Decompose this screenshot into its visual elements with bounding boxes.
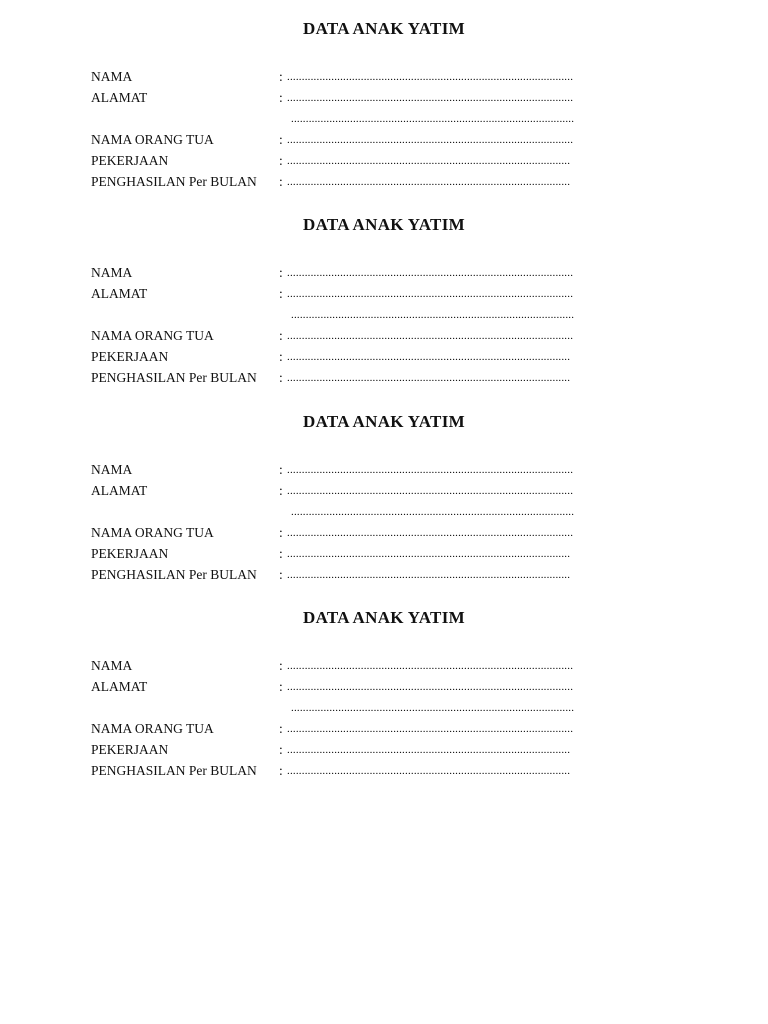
field-separator: : [279,370,283,385]
field-penghasilan [91,368,691,388]
field-separator: : [279,658,283,673]
field-separator: : [279,462,283,477]
field-alamat-continuation [91,698,691,718]
section-title: DATA ANAK YATIM [303,608,465,627]
field-label: PENGHASILAN Per BULAN [91,567,257,582]
field-alamat-continuation [91,305,691,325]
field-separator: : [279,153,283,168]
blank-line: ................................................................................................. [287,660,574,672]
field-separator: : [279,174,283,189]
blank-line: ................................................................................................. [287,330,574,342]
blank-line: ................................................................................................ [291,702,575,714]
field-nama-orang-tua [91,326,691,346]
blank-line: ................................................................................................ [287,569,571,581]
blank-line: ................................................................................................. [287,267,574,279]
field-alamat-continuation [91,502,691,522]
field-nama [91,656,691,676]
field-label: PENGHASILAN Per BULAN [91,174,257,189]
blank-line: ................................................................................................. [287,723,574,735]
blank-line: ................................................................................................. [287,464,574,476]
blank-line: ................................................................................................ [287,155,571,167]
blank-line: ................................................................................................ [287,744,571,756]
blank-line: ................................................................................................. [287,134,574,146]
field-label: NAMA [91,69,133,84]
field-pekerjaan [91,347,691,367]
field-nama-orang-tua [91,130,691,150]
field-label: NAMA ORANG TUA [91,525,214,540]
data-anak-yatim-section [0,0,768,189]
field-separator: : [279,286,283,301]
field-label: PENGHASILAN Per BULAN [91,370,257,385]
field-separator: : [279,679,283,694]
field-label: ALAMAT [91,483,148,498]
field-label: NAMA [91,462,133,477]
field-label: PEKERJAAN [91,349,169,364]
blank-line: ................................................................................................. [287,92,574,104]
field-alamat-continuation [91,109,691,129]
blank-line: ................................................................................................ [287,351,571,363]
field-separator: : [279,483,283,498]
field-separator: : [279,69,283,84]
field-label: NAMA ORANG TUA [91,721,214,736]
field-separator: : [279,265,283,280]
field-separator: : [279,721,283,736]
field-alamat [91,88,691,108]
field-separator: : [279,525,283,540]
blank-line: ................................................................................................. [287,485,574,497]
field-label: ALAMAT [91,679,148,694]
data-anak-yatim-section [0,589,768,778]
field-nama-orang-tua [91,719,691,739]
blank-line: ................................................................................................ [287,765,571,777]
field-separator: : [279,90,283,105]
field-separator: : [279,567,283,582]
field-label: ALAMAT [91,286,148,301]
field-label: NAMA [91,265,133,280]
data-anak-yatim-section [0,393,768,582]
field-label: NAMA [91,658,133,673]
blank-line: ................................................................................................. [287,288,574,300]
field-label: PEKERJAAN [91,153,169,168]
field-label: ALAMAT [91,90,148,105]
section-title: DATA ANAK YATIM [303,412,465,431]
field-pekerjaan [91,151,691,171]
field-nama [91,67,691,87]
field-separator: : [279,349,283,364]
field-label: NAMA ORANG TUA [91,132,214,147]
field-nama [91,263,691,283]
field-penghasilan [91,172,691,192]
field-pekerjaan [91,544,691,564]
blank-line: ................................................................................................ [291,506,575,518]
blank-line: ................................................................................................ [291,309,575,321]
blank-line: ................................................................................................ [287,548,571,560]
blank-line: ................................................................................................. [287,71,574,83]
data-anak-yatim-section [0,196,768,385]
field-alamat [91,481,691,501]
field-nama-orang-tua [91,523,691,543]
field-label: PENGHASILAN Per BULAN [91,763,257,778]
blank-line: ................................................................................................ [291,113,575,125]
field-label: PEKERJAAN [91,546,169,561]
field-separator: : [279,742,283,757]
blank-line: ................................................................................................ [287,372,571,384]
section-title: DATA ANAK YATIM [303,215,465,234]
blank-line: ................................................................................................ [287,176,571,188]
field-alamat [91,284,691,304]
section-title: DATA ANAK YATIM [303,19,465,38]
field-penghasilan [91,565,691,585]
field-nama [91,460,691,480]
field-label: NAMA ORANG TUA [91,328,214,343]
field-separator: : [279,132,283,147]
field-penghasilan [91,761,691,781]
field-separator: : [279,328,283,343]
blank-line: ................................................................................................. [287,527,574,539]
blank-line: ................................................................................................. [287,681,574,693]
field-pekerjaan [91,740,691,760]
field-separator: : [279,546,283,561]
field-separator: : [279,763,283,778]
field-label: PEKERJAAN [91,742,169,757]
field-alamat [91,677,691,697]
